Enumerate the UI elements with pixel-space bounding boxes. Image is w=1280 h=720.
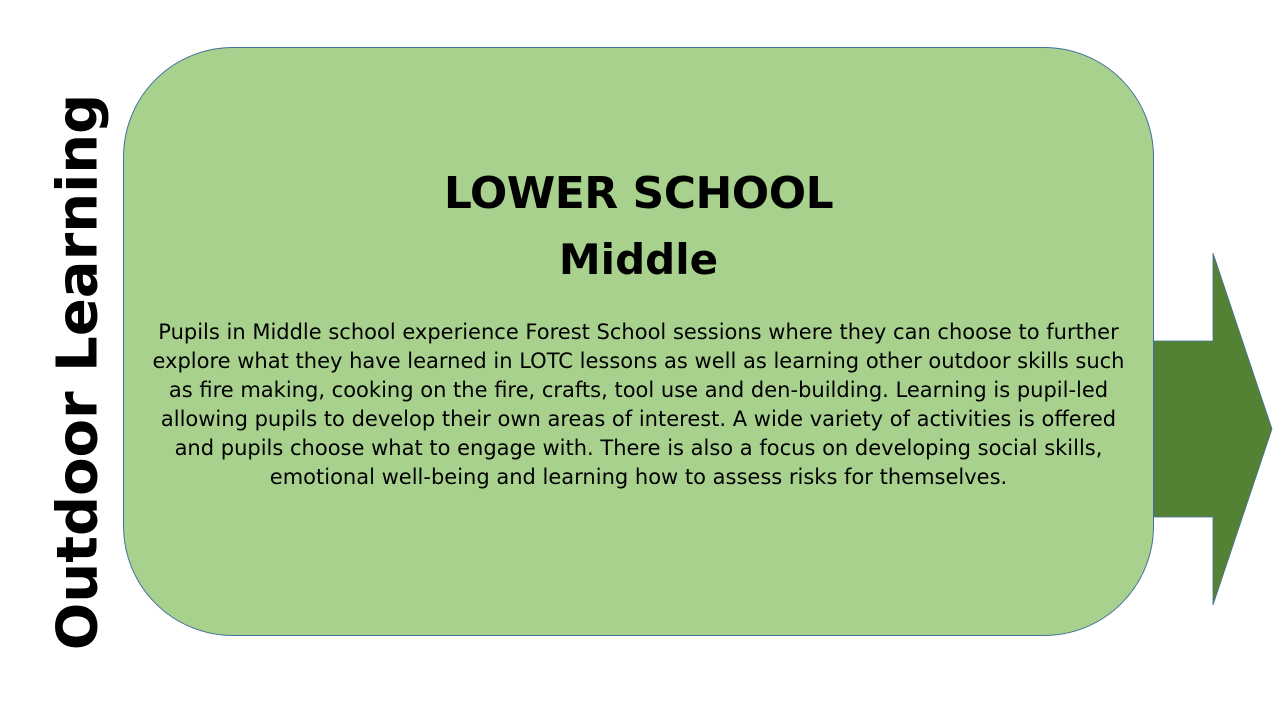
card-subtitle: Middle	[558, 235, 719, 284]
content-card	[123, 47, 1154, 636]
side-title: Outdoor Learning	[45, 93, 111, 651]
arrow-shape	[1154, 253, 1272, 605]
card-body: Pupils in Middle school experience Forest School sessions where they can choose to further explore what they have learned in LOTC lessons as well as learning other outdoor skills such as fire making, cooking on the fire, crafts, tool use and den-building. Learning is pupil-led allowing pupils to develop their own areas of interest. A wide variety of activities is offered and pupils choose what to engage with. There is also a focus on developing social skills, emotional well-being and learning how to assess risks for themselves.	[152, 320, 1125, 489]
card-title: LOWER SCHOOL	[443, 168, 834, 219]
right-arrow-icon	[1154, 253, 1274, 605]
